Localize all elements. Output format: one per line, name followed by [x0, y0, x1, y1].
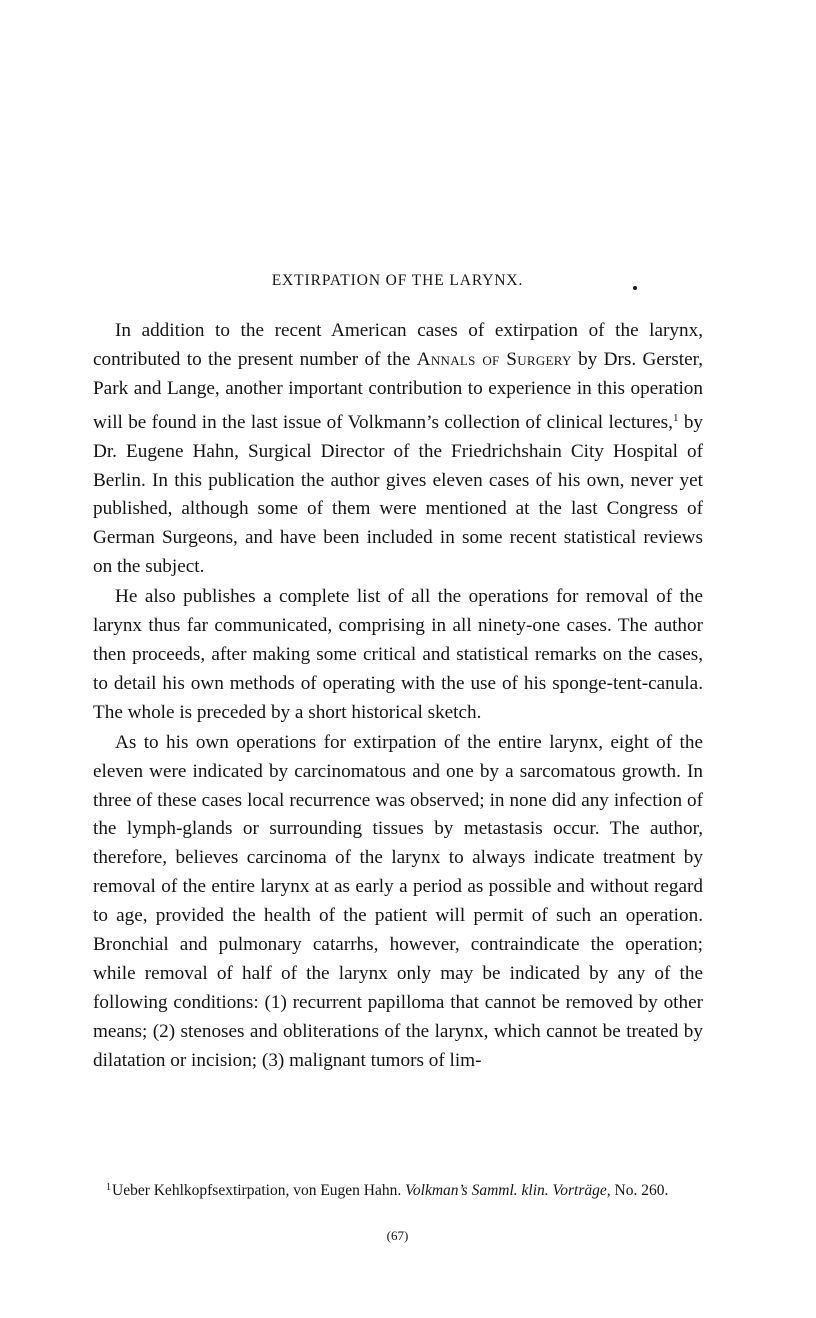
footnote-marker: 1	[106, 1182, 111, 1193]
paragraph-3: As to his own operations for extirpation of the entire larynx, eight of the eleven were indicated by carcinomatous and one by a sarcomatous growth. In three of these cases local recurrence was observed; in none did any infection of the lymph-glands or surrounding tissues by metastasis occur. The author, therefore, believes carcinoma of the larynx to always indicate treatment by removal of the entire larynx at as early a period as possible and without regard to age, provided the health of the patient will permit of such an operation. Bronchial and pulmonary catarrhs, however, contraindicate the operation; while removal of half of the larynx only may be indicated by any of the following conditions: (1) recurrent papilloma that cannot be removed by other means; (2) stenoses and obliterations of the larynx, which cannot be treated by dilatation or incision; (3) malignant tumors of lim-	[93, 731, 703, 1071]
footnote-text: Ueber Kehlkopfsextirpation, von Eugen Hahn.	[112, 1182, 402, 1199]
paragraph-1-text-b: by Drs. Gerster, Park and Lange, another important contribution to experience in this operation will be found in the last issue of Volkmann’s collection of clinical lectures,	[93, 348, 703, 433]
article-body	[93, 317, 703, 1076]
footnote-reference: 1	[672, 411, 679, 424]
stray-print-mark	[633, 286, 637, 290]
footnote-number: No. 260.	[614, 1182, 669, 1199]
paragraph-1-text-a: In addition to the recent American cases of extirpation of the larynx, contributed to the present number of the	[93, 320, 703, 370]
paragraph-1	[93, 317, 703, 582]
paragraph-1-text-c: by Dr. Eugene Hahn, Surgical Director of the Friedrichshain City Hospital of Berlin. In this publication the author gives eleven cases of his own, never yet published, although some of them were mentioned at the last Congress of German Surgeons, and have been included in some recent statistical reviews on the subject.	[93, 411, 703, 578]
journal-name: Annals of Surgery	[416, 348, 572, 370]
page-number: (67)	[386, 1228, 409, 1243]
paragraph-2: He also publishes a complete list of all the operations for removal of the larynx thus far communicated, comprising in all ninety-one cases. The author then proceeds, after making some critical and statistical remarks on the cases, to detail his own methods of operating with the use of his sponge-tent-canula. The whole is preceded by a short historical sketch.	[93, 586, 703, 723]
footnote	[93, 1177, 708, 1202]
article-title: EXTIRPATION OF THE LARYNX.	[271, 272, 524, 289]
footnote-source: Volkman’s Samml. klin. Vorträge,	[405, 1182, 611, 1199]
